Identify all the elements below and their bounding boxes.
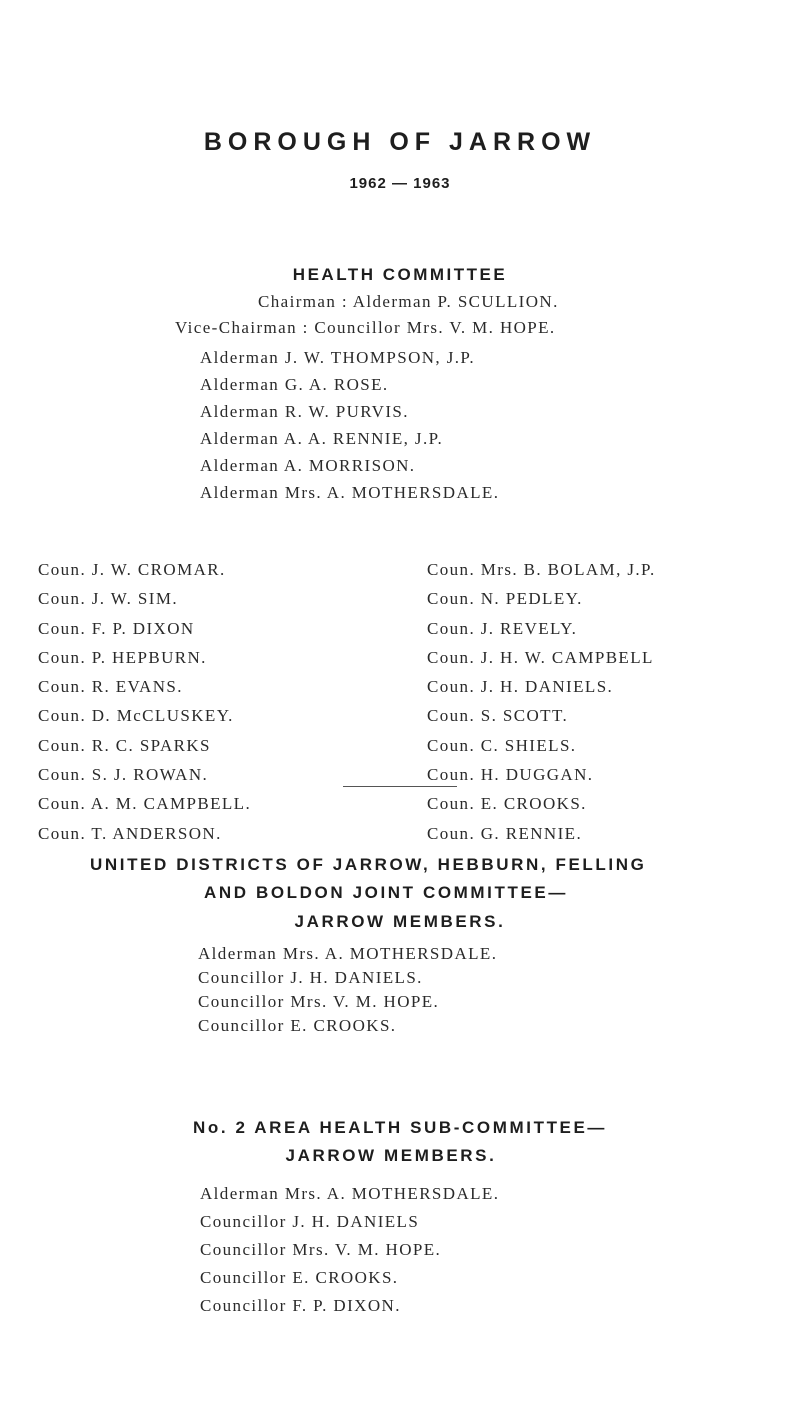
chairman-line: Chairman : Alderman P. SCULLION. [258,292,559,311]
list-item: Coun. N. PEDLEY. [427,589,583,609]
list-item: Councillor E. CROOKS. [198,1016,397,1035]
page-title: BOROUGH OF JARROW [203,128,597,156]
list-item: Councillor E. CROOKS. [200,1268,399,1287]
list-item: Coun. J. W. CROMAR. [38,560,226,579]
councillors-right-column [427,555,656,848]
list-item: Councillor J. H. DANIELS. [198,968,423,987]
list-item: Councillor Mrs. V. M. HOPE. [200,1240,442,1259]
list-item: Coun. H. DUGGAN. [427,765,594,785]
list-item: Coun. S. SCOTT. [427,706,569,726]
list-item: Coun. G. RENNIE. [427,823,583,843]
list-item: Alderman A. MORRISON. [200,456,416,475]
list-item: Coun. R. EVANS. [38,677,183,697]
list-item: Coun. D. McCLUSKEY. [38,706,234,726]
list-item: Coun. C. SHIELS. [427,735,577,755]
list-item: Alderman Mrs. A. MOTHERSDALE. [198,944,498,963]
joint-committee-members [198,942,497,1038]
health-committee-heading: HEALTH COMMITTEE [292,265,508,284]
list-item: Coun. P. HEPBURN. [38,647,207,667]
sub-committee-heading-line2: JARROW MEMBERS. [285,1146,497,1165]
list-item: Coun. J. W. SIM. [38,589,179,609]
years-subtitle: 1962 — 1963 [349,175,451,192]
list-item: Coun. E. CROOKS. [427,794,587,814]
sub-committee-heading-line1: No. 2 AREA HEALTH SUB-COMMITTEE— [192,1118,608,1137]
list-item: Coun. J. REVELY. [427,618,578,638]
list-item: Councillor Mrs. V. M. HOPE. [198,992,440,1011]
list-item: Councillor J. H. DANIELS [200,1212,420,1231]
aldermen-list [200,344,499,506]
vice-chairman-line: Vice-Chairman : Councillor Mrs. V. M. HOPE. [175,318,556,337]
councillors-left-column [38,555,251,848]
joint-committee-heading-line2: AND BOLDON JOINT COMMITTEE— [204,883,568,902]
list-item: Alderman J. W. THOMPSON, J.P. [200,348,476,367]
list-item: Coun. Mrs. B. BOLAM, J.P. [427,560,656,579]
list-item: Coun. J. H. DANIELS. [427,677,614,697]
list-item: Councillor F. P. DIXON. [200,1296,401,1315]
list-item: Alderman A. A. RENNIE, J.P. [200,429,444,448]
list-item: Alderman Mrs. A. MOTHERSDALE. [200,483,500,502]
list-item: Coun. S. J. ROWAN. [38,765,209,785]
list-item: Coun. T. ANDERSON. [38,823,222,843]
list-item: Coun. F. P. DIXON [38,618,195,638]
joint-committee-heading-line1: UNITED DISTRICTS OF JARROW, HEBBURN, FELLING [90,855,647,874]
list-item: Coun. J. H. W. CAMPBELL [427,647,654,667]
list-item: Alderman Mrs. A. MOTHERSDALE. [200,1184,500,1203]
list-item: Alderman R. W. PURVIS. [200,402,409,421]
joint-committee-heading-line3: JARROW MEMBERS. [294,912,506,931]
list-item: Alderman G. A. ROSE. [200,375,389,394]
list-item: Coun. R. C. SPARKS [38,735,211,755]
sub-committee-members [200,1180,499,1320]
section-divider [343,786,457,787]
list-item: Coun. A. M. CAMPBELL. [38,794,252,814]
